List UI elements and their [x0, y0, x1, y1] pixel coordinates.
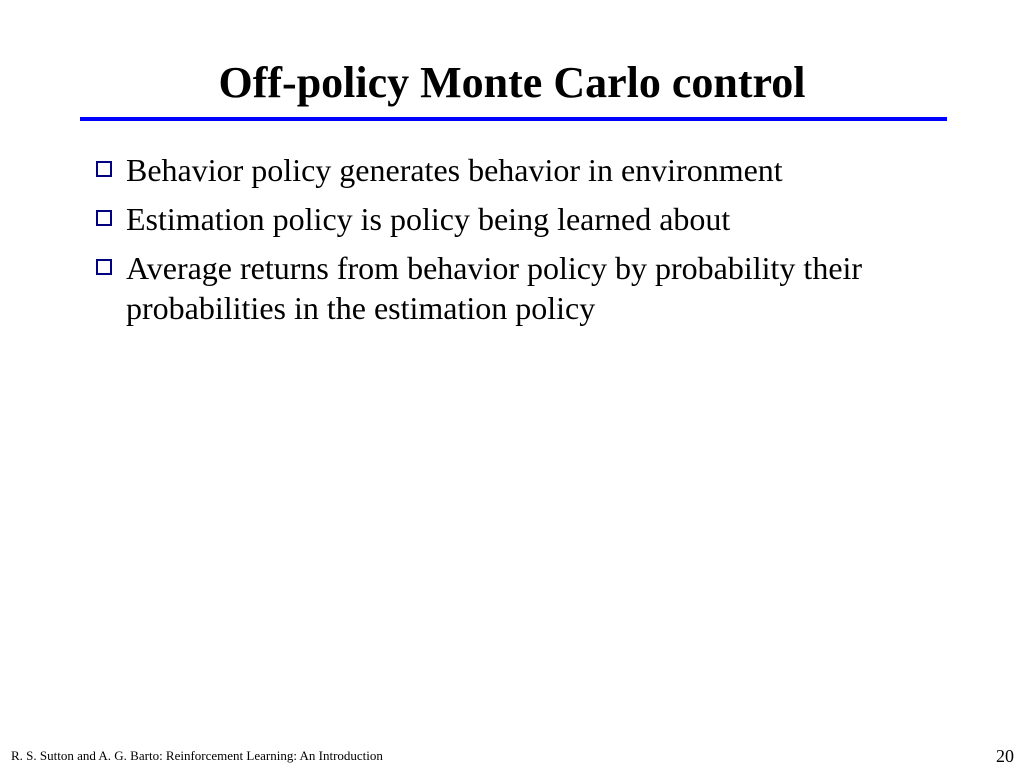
page-number: 20	[996, 746, 1014, 766]
bullet-item	[92, 199, 952, 239]
bullet-text: Behavior policy generates behavior in environment	[126, 152, 783, 188]
hollow-square-bullet-icon	[96, 210, 112, 226]
bullet-item	[92, 150, 952, 190]
bullet-text: Average returns from behavior policy by probability their probabilities in the estimation policy	[126, 250, 863, 326]
bullet-list	[92, 150, 952, 337]
hollow-square-bullet-icon	[96, 161, 112, 177]
bullet-text: Estimation policy is policy being learned about	[126, 201, 731, 237]
title-underline	[80, 117, 947, 121]
footer-credit: R. S. Sutton and A. G. Barto: Reinforcement Learning: An Introduction	[11, 748, 383, 763]
slide-title: Off-policy Monte Carlo control	[218, 58, 806, 107]
bullet-item	[92, 248, 952, 328]
hollow-square-bullet-icon	[96, 259, 112, 275]
